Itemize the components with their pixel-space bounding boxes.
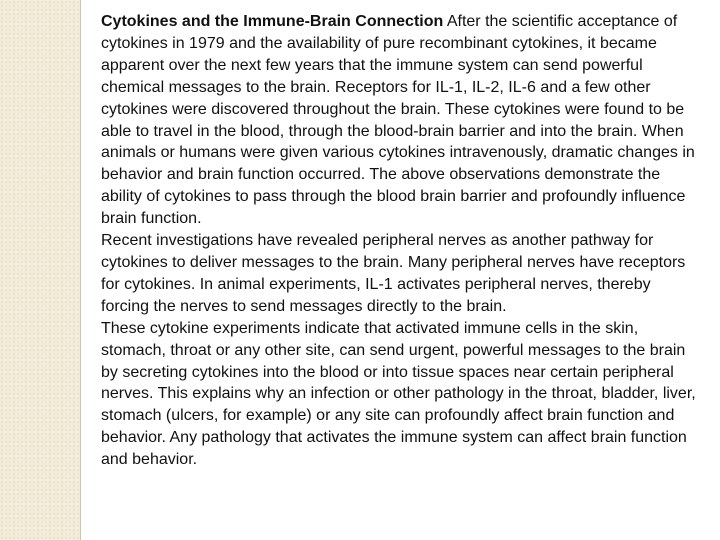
- paragraph-1: [101, 11, 699, 230]
- slide-heading: Cytokines and the Immune-Brain Connection: [101, 13, 444, 30]
- paragraph-3: These cytokine experiments indicate that activated immune cells in the skin, stomach, throat or any other site, can send urgent, powerful messages to the brain by secreting cytokines into the blood or into tissue spaces near certain peripheral nerves. This explains why an infection or other pathology in the throat, bladder, liver, stomach (ulcers, for example) or any site can profoundly affect brain function and behavior. Any pathology that activates the immune system can affect brain function and behavior.: [101, 319, 696, 469]
- sidebar-divider: [80, 0, 81, 540]
- paragraph-1-text: After the scientific acceptance of cytokines in 1979 and the availability of pure recombinant cytokines, it became apparent over the next few years that the immune system can send powerful chemical messages to the brain. Receptors for IL-1, IL-2, IL-6 and a few other cytokines were discovered throughout the brain. These cytokines were found to be able to travel in the blood, through the blood-brain barrier and into the brain. When animals or humans were given various cytokines intravenously, dramatic changes in behavior and brain function occurred. The above observations demonstrate the ability of cytokines to pass through the blood brain barrier and profoundly influence brain function.: [101, 13, 695, 228]
- decorative-sidebar: [0, 0, 80, 540]
- paragraph-2: Recent investigations have revealed peripheral nerves as another pathway for cytokines to deliver messages to the brain. Many peripheral nerves have receptors for cytokines. In animal experiments, IL-1 activates peripheral nerves, thereby forcing the nerves to send messages directly to the brain.: [101, 232, 686, 315]
- slide-body: [101, 11, 699, 471]
